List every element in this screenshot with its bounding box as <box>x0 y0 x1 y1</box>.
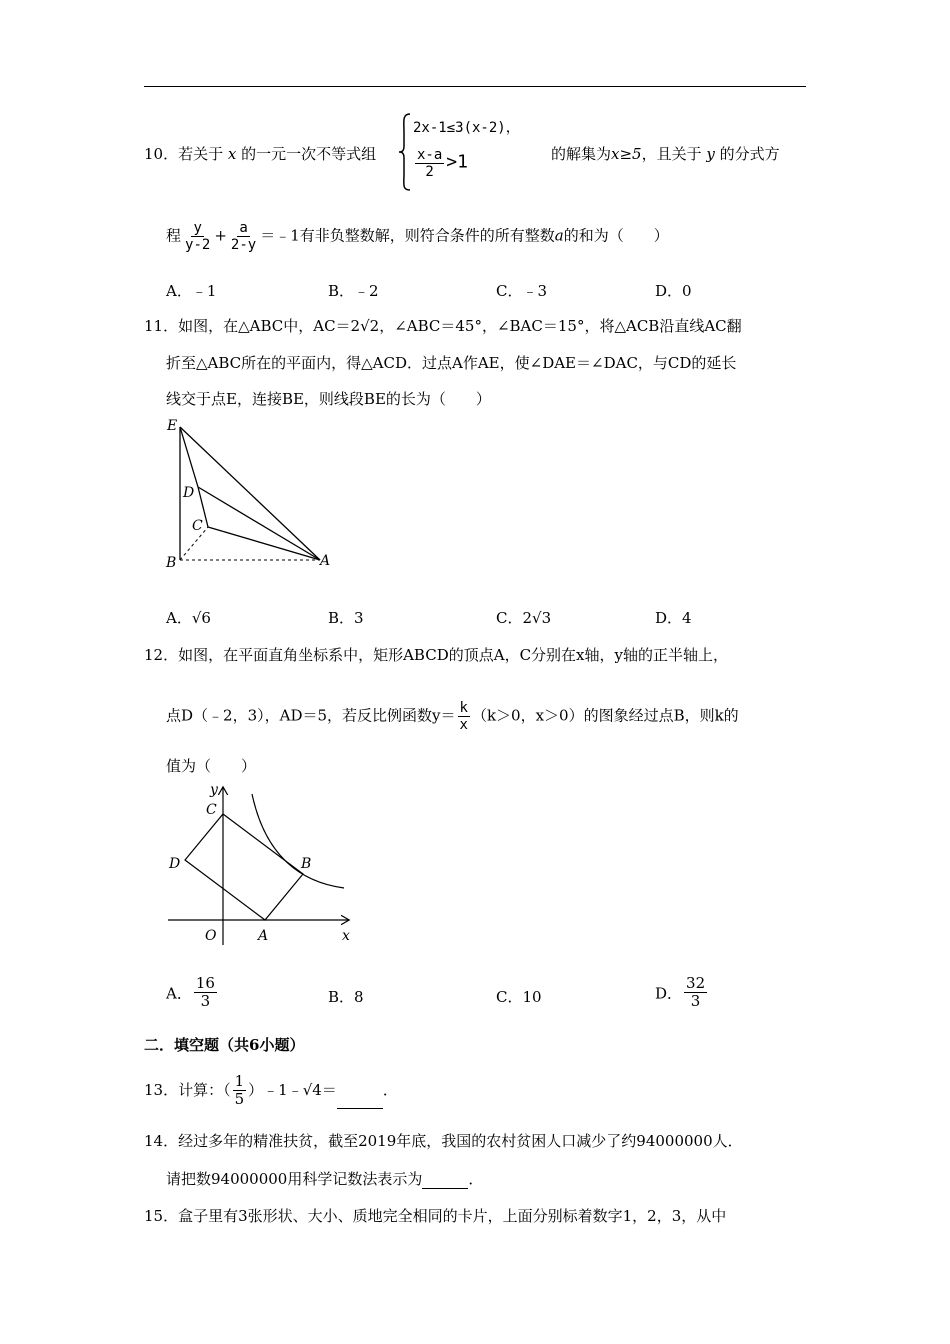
q11-option-b: B．3 <box>328 609 364 627</box>
q10-ineq1: 2x-1≤3(x-2)， <box>413 120 520 136</box>
q11-label-c: C <box>192 518 203 534</box>
q10-line1-end: 的解集为x≥5，且关于 y 的分式方 <box>551 145 780 163</box>
q12-label-x: x <box>342 928 350 944</box>
q13: 13．计算：（ $\frac{1}{5}$ ）﹣1﹣√4＝ ． <box>144 1072 398 1109</box>
q12-line1: 12．如图，在平面直角坐标系中，矩形ABCD的顶点A，C分别在x轴，y轴的正半轴上， <box>144 646 728 664</box>
q12-line2: 点D（﹣2，3），AD＝5，若反比例函数y＝ $\frac{k}{x}$ （k＞0，x＞0）的图象经过点B，则k的 <box>166 700 739 734</box>
q12-label-b: B <box>301 856 312 872</box>
q11-label-b: B <box>166 555 177 571</box>
q10-option-c: C．﹣3 <box>496 282 548 300</box>
q14-answer-blank <box>422 1174 468 1189</box>
section-fill-in-title: 二．填空题（共6小题） <box>144 1036 305 1054</box>
q10-brace <box>398 112 412 192</box>
q10-option-b: B．﹣2 <box>328 282 379 300</box>
q12-label-d: D <box>169 856 181 872</box>
q11-line3: 线交于点E，连接BE，则线段BE的长为（ ） <box>166 390 491 408</box>
q12-label-c: C <box>206 802 217 818</box>
q10-ineq2: $\frac{x-a}{2}$ >1 <box>417 147 468 181</box>
q12-option-b: B．8 <box>328 988 364 1006</box>
q12-line3: 值为（ ） <box>166 757 257 775</box>
q10-option-d: D．0 <box>655 282 692 300</box>
q12-option-a: A． $\frac{16}{3}$ <box>166 974 215 1011</box>
q13-answer-blank <box>337 1094 383 1109</box>
header-rule <box>144 86 806 87</box>
q11-line2: 折至△ABC所在的平面内，得△ACD．过点A作AE，使∠DAE＝∠DAC，与CD的延长 <box>166 354 737 372</box>
q11-label-e: E <box>167 418 178 434</box>
q12-option-c: C．10 <box>496 988 542 1006</box>
q11-figure <box>160 415 340 575</box>
q10-line1: 10．若关于 x 的一元一次不等式组 <box>144 145 377 163</box>
q11-option-d: D．4 <box>655 609 692 627</box>
q15-line1: 15．盒子里有3张形状、大小、质地完全相同的卡片，上面分别标着数字1，2，3，从中 <box>144 1207 727 1225</box>
q12-figure <box>160 780 360 948</box>
q11-line1: 11．如图，在△ABC中，AC＝2√2，∠ABC＝45°，∠BAC＝15°，将△ACB沿直线AC翻 <box>144 317 742 335</box>
q12-option-d: D． $\frac{32}{3}$ <box>655 974 706 1011</box>
q12-label-a: A <box>258 928 269 944</box>
q10-line2: 程 $\frac{y}{y-2}$ + $\frac{a}{2-y}$ ＝﹣1有非负整数解，则符合条件的所有整数a的和为（ ） <box>166 220 669 254</box>
q11-option-a: A．√6 <box>166 609 211 627</box>
q11-option-c: C．2√3 <box>496 609 552 627</box>
q11-label-d: D <box>183 485 195 501</box>
q11-label-a: A <box>320 553 331 569</box>
q12-label-y: y <box>210 782 218 798</box>
q10-option-a: A．﹣1 <box>166 282 217 300</box>
q14-line2: 请把数94000000用科学记数法表示为 ． <box>166 1170 484 1188</box>
q14-line1: 14．经过多年的精准扶贫，截至2019年底，我国的农村贫困人口减少了约94000000人． <box>144 1132 743 1150</box>
q12-label-o: O <box>205 928 217 944</box>
